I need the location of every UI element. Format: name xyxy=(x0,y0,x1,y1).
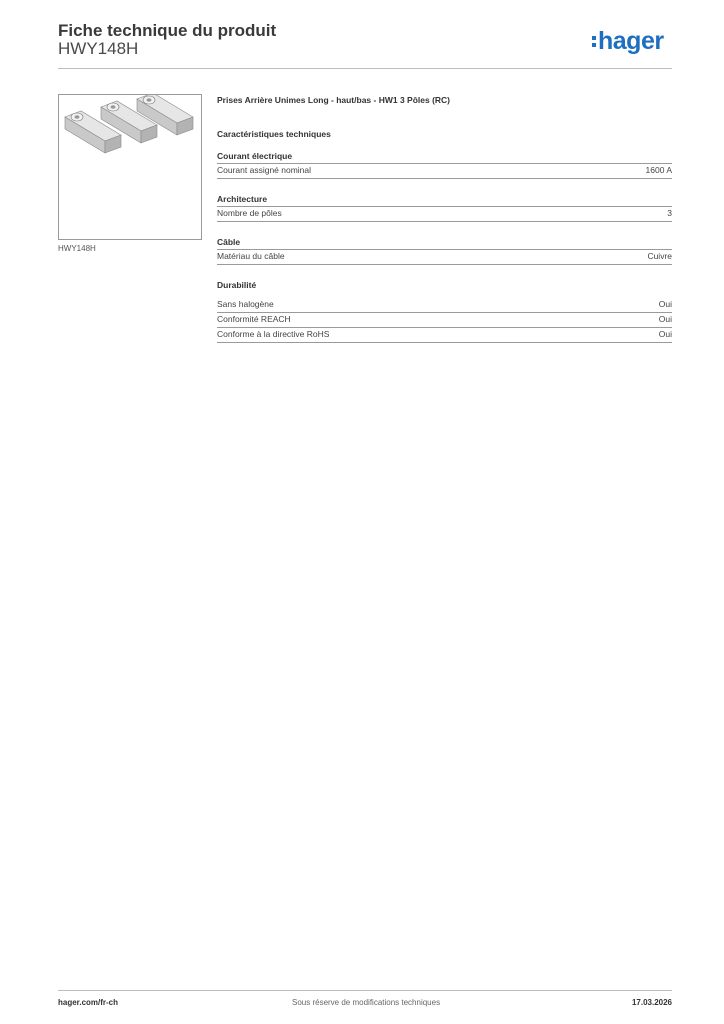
image-caption: HWY148H xyxy=(58,244,96,253)
logo-colon-icon xyxy=(592,29,597,51)
spec-label: Matériau du câble xyxy=(217,251,285,261)
product-reference: HWY148H xyxy=(58,39,139,58)
spec-group-cable xyxy=(217,237,672,265)
hager-logo[interactable] xyxy=(592,29,664,54)
spec-value: Oui xyxy=(658,329,672,339)
spec-value: 3 xyxy=(667,208,672,218)
spec-label: Courant assigné nominal xyxy=(217,165,312,175)
spec-group-durability xyxy=(217,280,672,343)
spec-group-title: Durabilité xyxy=(217,280,257,290)
page-title: Fiche technique du produit xyxy=(58,21,277,40)
product-details xyxy=(217,95,672,343)
spec-row xyxy=(217,164,672,179)
spec-row xyxy=(217,250,672,265)
footer-date: 17.03.2026 xyxy=(631,998,672,1007)
spec-group-architecture xyxy=(217,194,672,222)
spec-group-electric xyxy=(217,151,672,179)
spec-value: Cuivre xyxy=(647,251,672,261)
busbar-connectors-illustration xyxy=(59,95,201,239)
spec-value: 1600 A xyxy=(645,165,672,175)
spec-group-title: Courant électrique xyxy=(217,151,672,164)
footer-disclaimer: Sous réserve de modifications techniques xyxy=(292,998,441,1007)
spec-label: Sans halogène xyxy=(217,299,274,309)
specs-section-title: Caractéristiques techniques xyxy=(217,129,331,139)
header-divider xyxy=(58,68,672,69)
spec-row xyxy=(217,313,672,328)
spec-label: Nombre de pôles xyxy=(217,208,282,218)
product-image xyxy=(58,94,202,240)
spec-label: Conformité REACH xyxy=(217,314,291,324)
spec-group-title: Architecture xyxy=(217,194,672,207)
footer-divider xyxy=(58,990,672,991)
spec-value: Oui xyxy=(658,314,672,324)
spec-row xyxy=(217,207,672,222)
spec-label: Conforme à la directive RoHS xyxy=(217,329,330,339)
product-title: Prises Arrière Unimes Long - haut/bas - HW1 3 Pôles (RC) xyxy=(217,95,451,105)
logo-text: hager xyxy=(598,27,664,55)
spec-value: Oui xyxy=(658,299,672,309)
spec-row xyxy=(217,328,672,343)
spec-row xyxy=(217,298,672,313)
footer-website-link[interactable]: hager.com/fr-ch xyxy=(58,998,119,1007)
spec-group-title: Câble xyxy=(217,237,672,250)
